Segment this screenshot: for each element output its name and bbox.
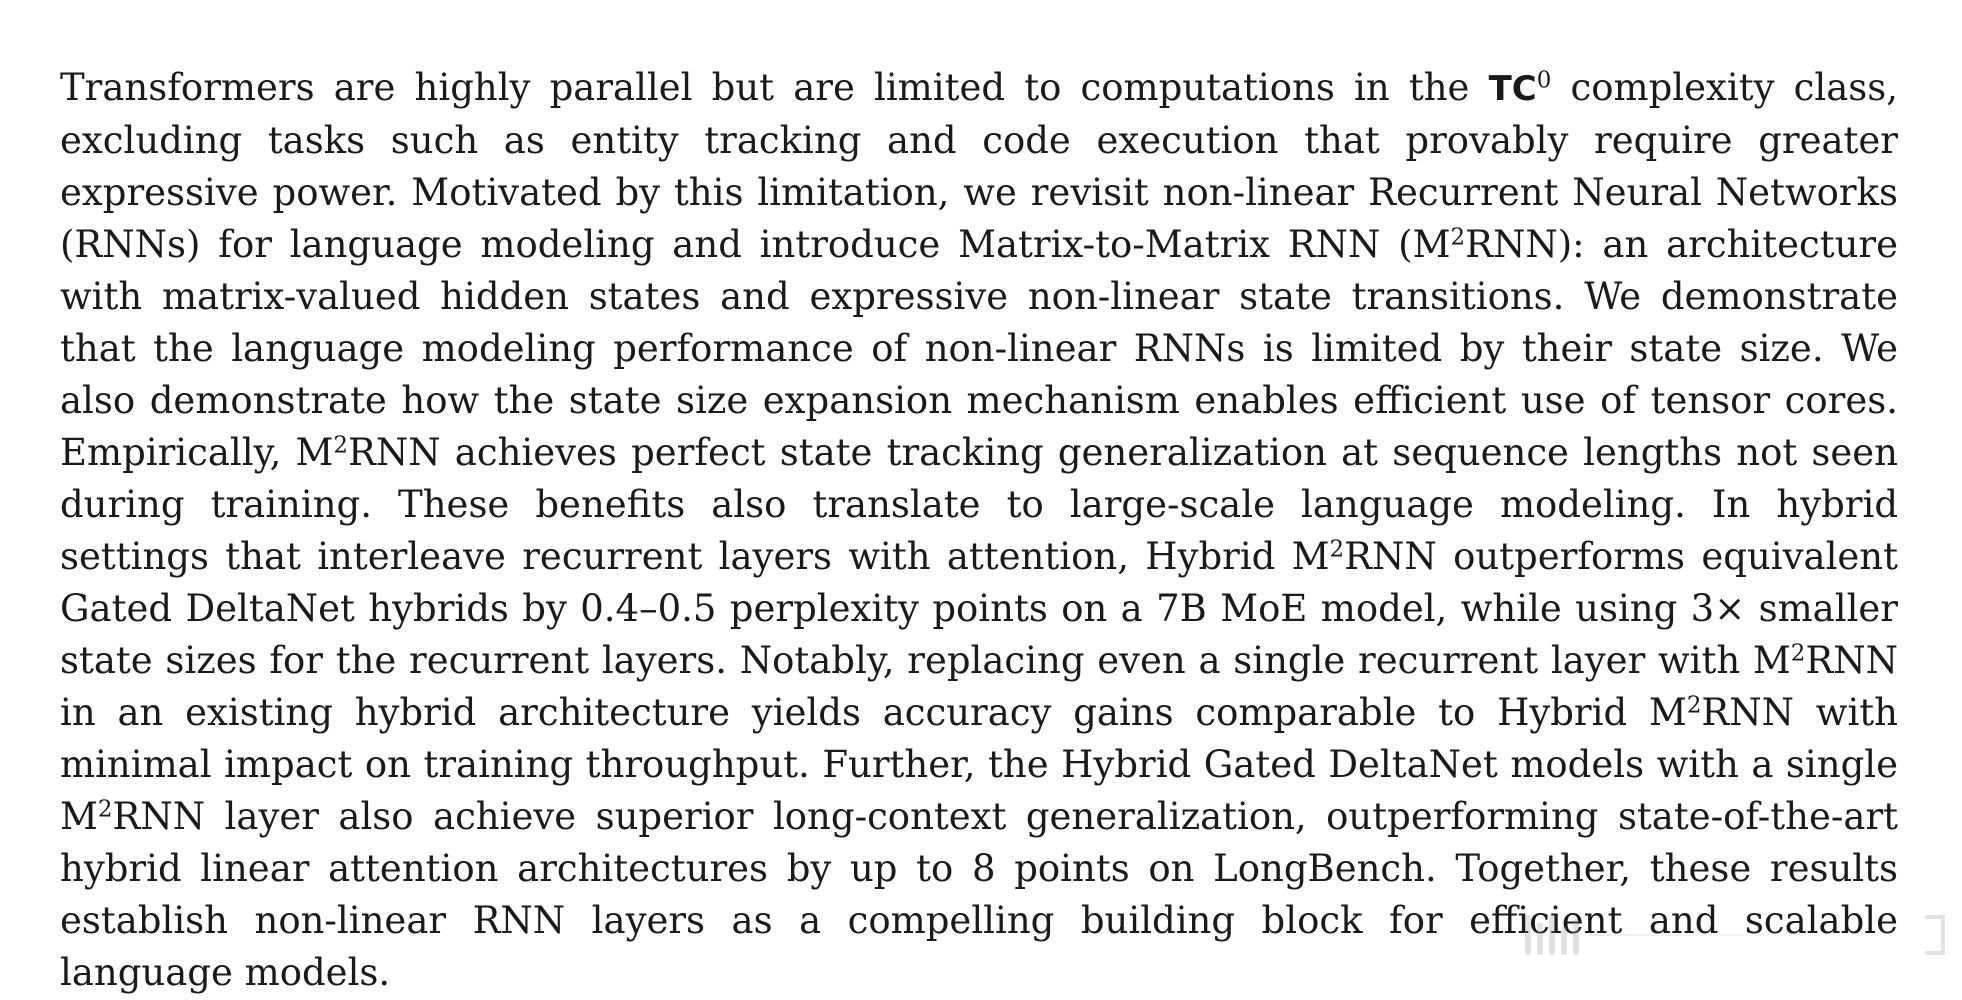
model-name-base: M [1412, 223, 1451, 266]
complexity-class-superscript: 0 [1536, 67, 1552, 94]
abstract-text: RNN in an existing hybrid architecture yields accuracy gains comparable to Hybrid [60, 639, 1898, 734]
model-name-superscript: 2 [1790, 640, 1806, 667]
abstract-text: RNN with minimal impact on training throughput. Further, the Hybrid Gated DeltaNet models with a single [60, 691, 1898, 786]
watermark-bars-icon [1525, 915, 1579, 955]
abstract-text: RNN): an architecture with matrix-valued hidden states and expressive non-linear state transitions. We demonstrate that the language modeling performance of non-linear RNNs is limited by their state size. We also demonstrate how the state size expansion mechanism enables efficient use of tensor cores. Empirically, [60, 223, 1898, 474]
model-name-base: M [60, 795, 98, 838]
abstract-text: RNN achieves perfect state tracking generalization at sequence lengths not seen during training. These benefits also translate to large-scale language modeling. In hybrid settings that interleave recurrent layers with attention, Hybrid [60, 431, 1899, 578]
abstract-text: complexity class, excluding tasks such as entity tracking and code execution that provably require greater expressive power. Motivated by this limitation, we revisit non-linear Recurrent Neural Networks (RNNs) for language modeling and introduce Matrix-to-Matrix RNN ( [60, 66, 1898, 266]
model-name-base: M [295, 431, 334, 474]
model-name-superscript: 2 [1450, 224, 1466, 251]
model-name-superscript: 2 [1329, 536, 1345, 563]
complexity-class: TC [1488, 69, 1537, 109]
model-name-base: M [1648, 691, 1687, 734]
abstract-text: Transformers are highly parallel but are limited to computations in the [60, 66, 1489, 109]
model-name-base: M [1291, 535, 1330, 578]
model-name-base: M [1752, 639, 1791, 682]
watermark-logo [1525, 905, 1945, 965]
abstract-text: RNN layer also achieve superior long-context generalization, outperforming state-of-the-art hybrid linear attention architectures by up to 8 points on LongBench. Together, these results establish non-linear RNN layers as a compelling building block for efficient and scalable language models. [60, 795, 1898, 994]
watermark-corner-icon [1925, 915, 1945, 955]
model-name-superscript: 2 [1686, 692, 1702, 719]
watermark-line [1589, 934, 1915, 936]
abstract-text: RNN outperforms equivalent Gated DeltaNet hybrids by 0.4–0.5 perplexity points on a 7B MoE model, while using 3× smaller state sizes for the recurrent layers. Notably, replacing even a single recurrent layer with [60, 535, 1898, 682]
model-name-superscript: 2 [333, 432, 348, 459]
model-name-superscript: 2 [97, 796, 113, 823]
abstract-paragraph [60, 62, 1898, 999]
